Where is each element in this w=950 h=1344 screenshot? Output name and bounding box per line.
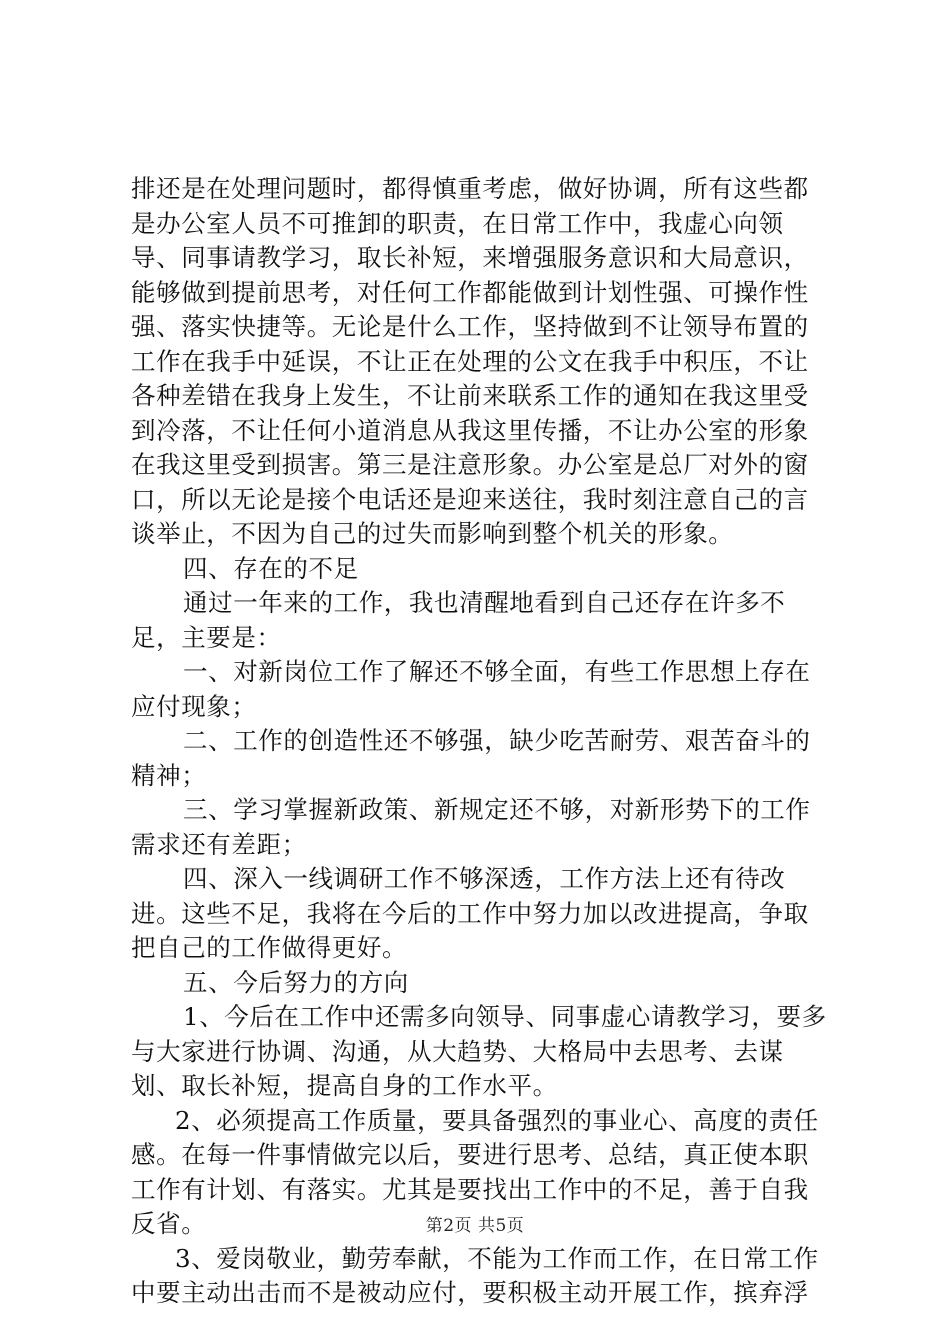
paragraph-shortcomings-intro: 通过一年来的工作，我也清醒地看到自己还存在许多不足，主要是： — [131, 588, 786, 652]
shortcoming-item-2: 二、工作的创造性还不够强，缺少吃苦耐劳、艰苦奋斗的精神； — [131, 726, 811, 790]
shortcoming-item-3: 三、学习掌握新政策、新规定还不够，对新形势下的工作需求还有差距； — [131, 795, 811, 859]
direction-item-2: 2、必须提高工作质量，要具备强烈的事业心、高度的责任感。在每一件事情做完以后，要进行思考、总结，真正使本职工作有计划、有落实。尤其是要找出工作中的不足，善于自我反省。 — [131, 1105, 819, 1238]
document-body — [131, 172, 831, 1311]
page-footer — [0, 1215, 950, 1237]
direction-item-3: 3、爱岗敬业，勤劳奉献，不能为工作而工作，在日常工作中要主动出击而不是被动应付，要积极主动开展工作，摈弃浮 — [131, 1243, 819, 1307]
shortcoming-item-1: 一、对新岗位工作了解还不够全面，有些工作思想上存在应付现象； — [131, 657, 811, 721]
paragraph-1: 排还是在处理问题时，都得慎重考虑，做好协调，所有这些都是办公室人员不可推卸的职责，在日常工作中，我虚心向领导、同事请教学习，取长补短，来增强服务意识和大局意识，能够做到提前思考，对任何工作都能做到计划性强、可操作性强、落实快捷等。无论是什么工作，坚持做到不让领导布置的工作在我手中延误，不让正在处理的公文在我手中积压，不让各种差错在我身上发生，不让前来联系工作的通知在我这里受到冷落，不让任何小道消息从我这里传播，不让办公室的形象在我这里受到损害。第三是注意形象。办公室是总厂对外的窗口，所以无论是接个电话还是迎来送往，我时刻注意自己的言谈举止，不因为自己的过失而影响到整个机关的形象。 — [131, 174, 809, 548]
section-heading-shortcomings: 四、存在的不足 — [183, 553, 359, 583]
shortcoming-item-4: 四、深入一线调研工作不够深透，工作方法上还有待改进。这些不足，我将在今后的工作中努力加以改进提高，争取把自己的工作做得更好。 — [131, 864, 809, 962]
direction-item-1: 1、今后在工作中还需多向领导、同事虚心请教学习，要多与大家进行协调、沟通，从大趋势、大格局中去思考、去谋划、取长补短，提高自身的工作水平。 — [131, 1002, 827, 1100]
page-number-label: 第2页 共5页 — [425, 1216, 525, 1236]
section-heading-future-direction: 五、今后努力的方向 — [183, 967, 409, 997]
